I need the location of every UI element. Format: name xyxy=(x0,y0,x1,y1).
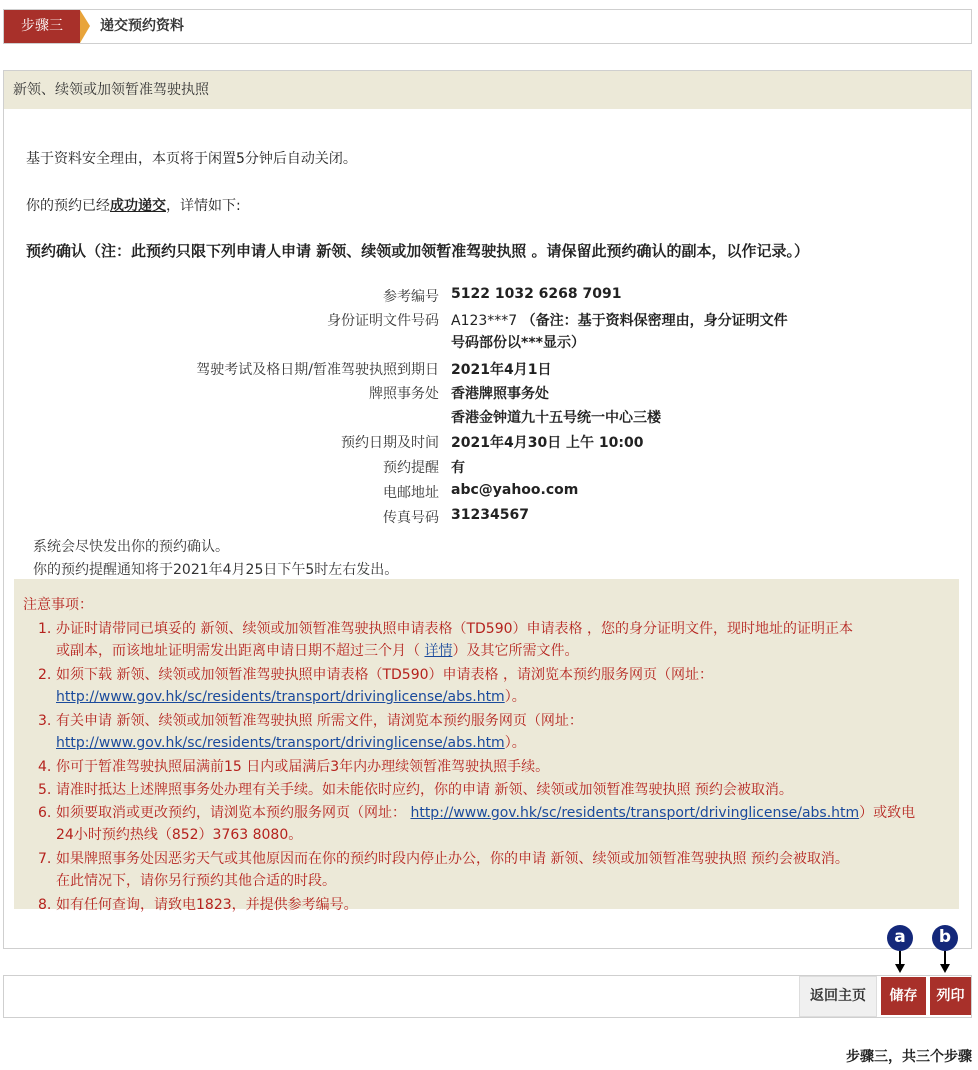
note-number: 2. xyxy=(38,667,52,683)
detail-label: 驾驶考试及格日期/暂准驾驶执照到期日 xyxy=(196,362,439,378)
note-number: 3. xyxy=(38,713,52,729)
note-text: 办证时请带同已填妥的 新领、续领或加领暂准驾驶执照申请表格（TD590）申请表格 ，您的身分证明文件，现时地址的证明正本 xyxy=(56,621,853,637)
detail-value: 31234567 xyxy=(451,507,529,523)
step-bar xyxy=(3,9,972,44)
detail-value xyxy=(451,310,788,330)
details-link[interactable]: 详情 xyxy=(424,643,453,659)
note-text-part: 或副本，而该地址证明需发出距离申请日期不超过三个月（ xyxy=(56,643,425,659)
step-title: 递交预约资料 xyxy=(100,18,184,34)
abs-url-link[interactable]: http://www.gov.hk/sc/residents/transport/drivinglicense/abs.htm xyxy=(410,805,860,821)
step-indicator: 步骤三，共三个步骤 xyxy=(846,1049,972,1065)
note-text-part: ）及其它所需文件。 xyxy=(452,643,579,659)
id-number: A123***7 xyxy=(451,313,518,329)
security-notice: 基于资料安全理由，本页将于闲置5分钟后自动关闭。 xyxy=(26,151,357,167)
abs-url-link[interactable]: http://www.gov.hk/sc/residents/transport/drivinglicense/abs.htm xyxy=(56,689,505,705)
home-button[interactable]: 返回主页 xyxy=(799,976,877,1017)
note-text: 请准时抵达上述牌照事务处办理有关手续。如未能依时应约，你的申请 新领、续领或加领暂准驾驶执照 预约会被取消。 xyxy=(56,782,793,798)
action-bar xyxy=(3,975,972,1018)
confirmation-heading: 预约确认（注：此预约只限下列申请人申请 新领、续领或加领暂准驾驶执照 。请保留此预约确认的副本，以作记录。） xyxy=(26,242,809,260)
note-number: 1. xyxy=(38,621,52,637)
panel-header: 新领、续领或加领暂准驾驶执照 xyxy=(4,71,971,109)
note-text: 如有任何查询，请致电1823，并提供参考编号。 xyxy=(56,897,358,913)
detail-label: 身份证明文件号码 xyxy=(327,313,439,329)
notes-title: 注意事项： xyxy=(23,597,93,613)
detail-label: 电邮地址 xyxy=(383,485,439,501)
note-number: 4. xyxy=(38,759,52,775)
note-text: 24小时预约热线（852）3763 8080。 xyxy=(56,827,303,843)
system-message-confirmation: 系统会尽快发出你的预约确认。 xyxy=(33,539,229,555)
success-message xyxy=(26,195,241,215)
detail-value: 2021年4月30日 上午 10:00 xyxy=(451,435,644,451)
arrow-b-head xyxy=(940,964,950,973)
note-text-part: ）。 xyxy=(504,735,526,751)
detail-value: abc@yahoo.com xyxy=(451,482,579,498)
save-button[interactable]: 储存 xyxy=(881,977,926,1015)
note-text xyxy=(56,802,956,824)
detail-value: 2021年4月1日 xyxy=(451,362,552,378)
note-text: 有关申请 新领、续领或加领暂准驾驶执照 所需文件，请浏览本预约服务网页（网址： xyxy=(56,713,583,729)
note-text-part: 如须要取消或更改预约，请浏览本预约服务网页（网址： xyxy=(56,805,411,821)
note-text-part: ）。 xyxy=(504,689,526,705)
detail-label: 预约提醒 xyxy=(383,460,439,476)
system-message-reminder: 你的预约提醒通知将于2021年4月25日下午5时左右发出。 xyxy=(33,562,399,578)
note-number: 6. xyxy=(38,805,52,821)
confirmation-panel xyxy=(3,70,972,949)
arrow-a-head xyxy=(895,964,905,973)
detail-label: 传真号码 xyxy=(383,510,439,526)
detail-value: 有 xyxy=(451,460,465,476)
note-text: 你可于暂准驾驶执照届满前15 日内或届满后3年内办理续领暂准驾驶执照手续。 xyxy=(56,759,550,775)
notes-box xyxy=(14,579,959,913)
note-text-part: ）或致电 xyxy=(859,805,916,821)
step-badge: 步骤三 xyxy=(4,10,80,43)
step-badge-arrow xyxy=(80,10,90,43)
detail-label: 预约日期及时间 xyxy=(341,435,439,451)
detail-label: 参考编号 xyxy=(383,289,439,305)
success-prefix: 你的预约已经 xyxy=(26,198,110,214)
note-text: 如果牌照事务处因恶劣天气或其他原因而在你的预约时段内停止办公，你的申请 新领、续领或加领暂准驾驶执照 预约会被取消。 xyxy=(56,851,849,867)
note-text: 如须下载 新领、续领或加领暂准驾驶执照申请表格（TD590）申请表格 ，请浏览本预约服务网页（网址： xyxy=(56,667,713,683)
note-text xyxy=(56,640,956,662)
note-text xyxy=(56,732,956,754)
marker-a: a xyxy=(887,925,913,951)
note-text xyxy=(56,686,956,708)
id-note-line1: （备注：基于资料保密理由，身分证明文件 xyxy=(521,313,788,329)
marker-b: b xyxy=(932,925,958,951)
note-number: 8. xyxy=(38,897,52,913)
office-address: 香港金钟道九十五号统一中心三楼 xyxy=(451,410,661,426)
print-button[interactable]: 列印 xyxy=(930,977,971,1015)
detail-value: 香港牌照事务处 xyxy=(451,386,549,402)
note-text: 在此情况下，请你另行预约其他合适的时段。 xyxy=(56,873,336,889)
note-number: 7. xyxy=(38,851,52,867)
id-note-line2: 号码部份以***显示） xyxy=(451,335,585,351)
success-suffix: ，详情如下: xyxy=(166,198,241,214)
note-number: 5. xyxy=(38,782,52,798)
detail-value: 5122 1032 6268 7091 xyxy=(451,286,622,302)
abs-url-link[interactable]: http://www.gov.hk/sc/residents/transport/drivinglicense/abs.htm xyxy=(56,735,505,751)
detail-label: 牌照事务处 xyxy=(369,386,439,402)
success-strong: 成功递交 xyxy=(110,198,166,214)
